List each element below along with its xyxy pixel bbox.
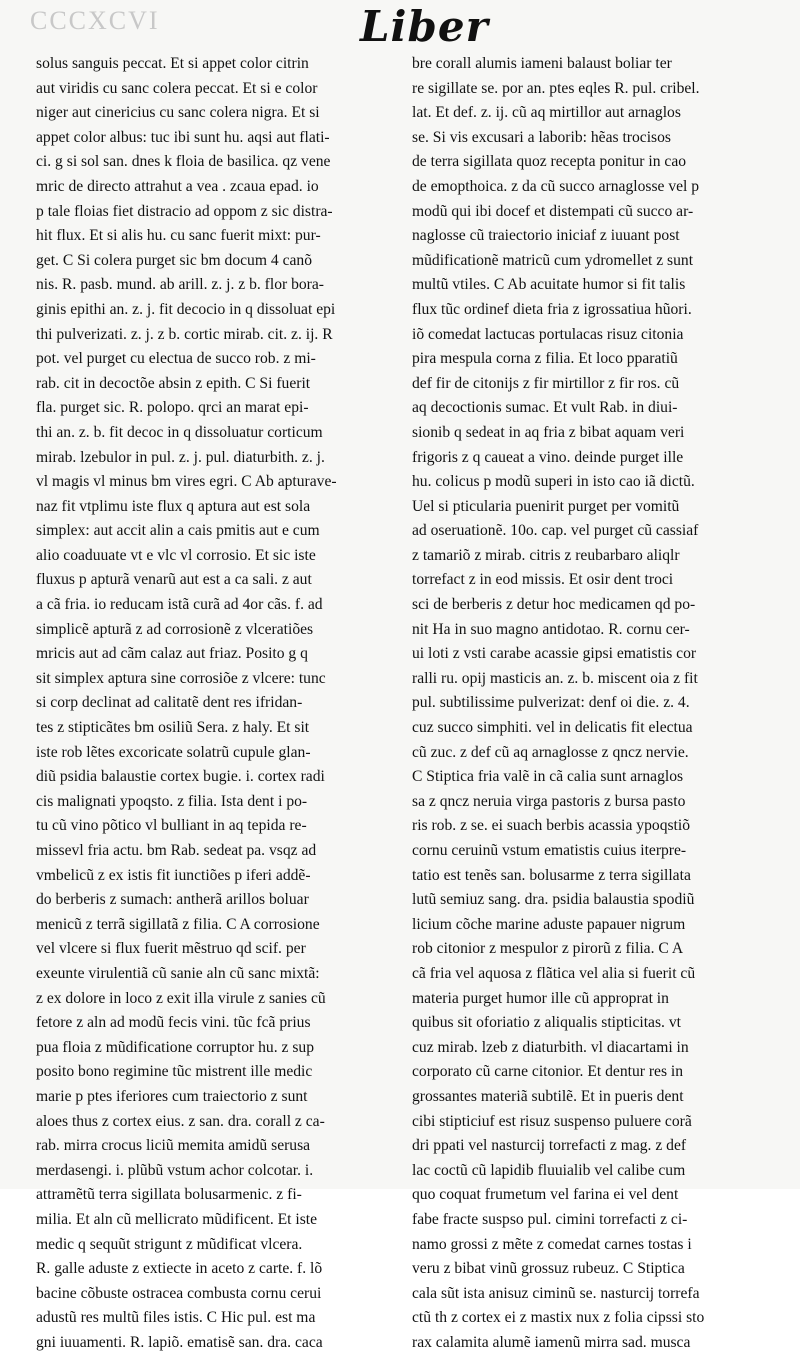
text-line: cibi stipticiuf est risuz suspenso puluere corã (412, 1112, 692, 1130)
text-line: ctũ th z cortex ei z mastix nux z folia cipssi sto (412, 1309, 705, 1327)
text-line: cuz succo simphiti. vel in delicatis fit electua (412, 719, 693, 737)
text-line: de terra sigillata quoz recepta ponitur in cao (412, 153, 687, 171)
text-line: R. galle aduste z extiecte in aceto z carte. f. lõ (36, 1260, 323, 1278)
text-line: fetore z aln ad modũ fecis vini. tũc fcã prius (36, 1014, 311, 1032)
text-line: materia purget humor ille cũ approprat in (412, 989, 669, 1007)
text-line: mric de directo attrahut a vea . zcaua epad. io (36, 177, 319, 195)
text-line: cis malignati ypoqsto. z filia. Ista dent i po- (36, 792, 308, 810)
text-line: cornu ceruinũ vstum ematistis cuius iterpre- (412, 842, 687, 859)
text-line: cuz mirab. lzeb z diaturbith. vl diacartami in (412, 1038, 689, 1056)
text-line: simplicẽ apturã z ad corrosionẽ z vlceratiões (36, 620, 314, 638)
text-line: lac coctũ cũ lapidib fluuialib vel calibe cum (412, 1161, 686, 1179)
text-line: de emopthoica. z da cũ succo arnaglosse vel p (412, 177, 700, 195)
text-line: naz fit vtplimu iste flux q aptura aut est sola (36, 497, 311, 515)
text-line: attramẽtũ terra sigillata bolusarmenic. z fi- (36, 1186, 302, 1204)
folio-number: CCCXCVI (30, 6, 160, 35)
text-line: flux tũc ordinef dieta fria z igrossatiua hũori. (412, 300, 692, 318)
text-line: nis. R. pasb. mund. ab arill. z. j. z b. flor bora- (36, 276, 324, 294)
text-line: sa z qncz neruia virga pastoris z bursa pasto (412, 792, 686, 810)
text-line: cã fria vel aquosa z flãtica vel alia si fuerit cũ (412, 964, 696, 982)
text-line: tatio est tenẽs san. bolusarme z terra sigillata (412, 866, 691, 884)
text-line: sit simplex aptura sine corrosiõe z vlcere: tunc (36, 669, 326, 687)
text-column-right (412, 52, 780, 1355)
text-line: aloes thus z cortex eius. z san. dra. corall z ca- (36, 1112, 325, 1130)
text-line: milia. Et aln cũ mellicrato mũdificent. Et iste (36, 1210, 318, 1228)
text-line: pul. subtilissime pulverizat: denf oi die. z. 4. (412, 694, 690, 712)
text-line: si corp declinat ad calitatẽ dent res ifridan- (36, 694, 303, 712)
text-line: appet color albus: tuc ibi sunt hu. aqsi aut flati- (36, 128, 330, 146)
text-line: z ex dolore in loco z exit illa virule z sanies cũ (36, 989, 326, 1007)
text-line: pua floia z mũdificatione corruptor hu. z sup (36, 1038, 314, 1056)
text-line: bacine cõbuste ostracea combusta cornu cerui (36, 1284, 322, 1302)
text-line: mũdificationẽ matricũ cum ydromellet z sunt (412, 251, 694, 269)
text-line: thi an. z. b. fit decoc in q dissoluatur corticum (36, 423, 323, 441)
text-line: bre corall alumis iameni balaust boliar ter (412, 55, 672, 72)
text-line: niger aut cinericius cu sanc colera nigra. Et si (36, 104, 320, 122)
running-title: Liber (360, 2, 489, 51)
text-line: tu cũ vino põtico vl bulliant in aq tepida re- (36, 817, 307, 835)
text-line: hu. colicus p modũ superi in isto cao iã dictũ. (412, 473, 695, 491)
text-line: sionib q sedeat in aq fria z bibat aquam veri (412, 423, 685, 441)
text-line: def fir de citonijs z fir mirtillor z fir ros. cũ (412, 374, 680, 392)
text-line: rab. cit in decoctõe absin z epith. C Si fuerit (36, 374, 311, 392)
text-line: multũ vtiles. C Ab acuitate humor si fit talis (412, 276, 686, 294)
text-line: ci. g si sol san. dnes k floia de basilica. qz vene (36, 153, 331, 171)
text-line: se. Si vis excusari a laborib: hẽas trocisos (412, 128, 671, 146)
text-line: iõ comedat lactucas portulacas risuz citonia (412, 325, 684, 343)
text-line: lutũ semiuz sang. dra. psidia balaustia spodiũ (412, 891, 695, 909)
text-line: tes z stipticãtes bm osiliũ Sera. z haly. Et sit (36, 719, 310, 737)
text-line: torrefact z in eod missis. Et osir dent troci (412, 571, 674, 589)
text-line: exeunte virulentiã cũ sanie aln cũ sanc mixtã: (36, 964, 320, 982)
text-line: posito bono regimine tũc mistrent ille medic (36, 1063, 313, 1081)
text-line: pot. vel purget cu electua de succo rob. z mi- (36, 350, 316, 368)
text-line: aq decoctionis sumac. Et vult Rab. in diui- (412, 399, 678, 417)
text-line: ad oseruationẽ. 10o. cap. vel purget cũ cassiaf (412, 522, 699, 540)
text-line: rob citonior z mespulor z pirorũ z filia. C A (412, 940, 684, 958)
text-line: modũ qui ibi docef et distempati cũ succo ar- (412, 202, 694, 220)
text-line: veru z bibat vinũ grossuz rubeuz. C Stiptica (412, 1260, 685, 1278)
text-line: menicũ z terrã sigillatã z filia. C A corrosione (36, 915, 320, 933)
text-line: namo grossi z mẽte z comedat carnes tostas i (412, 1235, 692, 1253)
text-line: aut viridis cu sanc colera peccat. Et si e color (36, 79, 318, 97)
text-line: lat. Et def. z. ij. cũ aq mirtillor aut arnaglos (412, 104, 681, 122)
text-line: hit flux. Et si alis hu. cu sanc fuerit mixt: pur- (36, 227, 321, 245)
text-line: do berberis z sumach: antherã arillos boluar (36, 891, 309, 909)
text-line: ginis epithi an. z. j. fit decocio in q dissoluat epi (36, 300, 336, 318)
text-line: mirab. lzebulor in pul. z. j. pul. diaturbith. z. j. (36, 448, 325, 466)
text-line: quibus sit oforiatio z aliqualis stipticitas. vt (412, 1014, 681, 1032)
text-line: p tale floias fiet distracio ad oppom z sic distra- (36, 202, 333, 220)
text-line: pira mespula corna z filia. Et loco pparatiũ (412, 350, 678, 368)
text-line: cũ zuc. z def cũ aq arnaglosse z qncz nervie. (412, 743, 689, 761)
text-line: dri ppati vel nasturcij torrefacti z mag. z def (412, 1137, 687, 1155)
text-line: vel vlcere si flux fuerit mẽstruo qd scif. per (36, 940, 306, 958)
text-line: cala sũt ista anisuz ciminũ se. nasturcij torrefa (412, 1284, 700, 1302)
text-column-left (36, 52, 408, 1355)
text-line: a cã fria. io reducam istã curã ad 4or cãs. f. ad (36, 596, 323, 614)
text-line: merdasengi. i. plũbũ vstum achor colcotar. i. (36, 1161, 314, 1179)
text-line: C Stiptica fria valẽ in cã calia sunt arnaglos (412, 768, 684, 786)
text-line: naglosse cũ traiectorio iniciaf z iuuant post (412, 227, 680, 245)
text-line: simplex: aut accit alin a cais pmitis aut e cum (36, 522, 320, 540)
text-line: adustũ res multũ files istis. C Hic pul. est ma (36, 1309, 316, 1327)
text-line: fla. purget sic. R. polopo. qrci an marat epi- (36, 399, 309, 417)
text-line: alio coaduuate vt e vlc vl corrosio. Et sic iste (36, 546, 316, 564)
text-line: quo coquat frumetum vel farina ei vel dent (412, 1186, 679, 1204)
text-line: get. C Si colera purget sic bm docum 4 canõ (36, 251, 313, 269)
text-line: frigoris z q caueat a vino. deinde purget ille (412, 448, 684, 466)
text-line: rab. mirra crocus liciũ memita amidũ serusa (36, 1137, 311, 1155)
text-line: licium cõche marine aduste papauer nigrum (412, 915, 686, 933)
text-line: gni iuuamenti. R. lapiõ. ematisẽ san. dra. caca (36, 1333, 323, 1351)
text-line: fluxus p apturã venarũ aut est a ca sali. z aut (36, 571, 312, 589)
text-line: mricis aut ad cãm calaz aut friaz. Posito g q (36, 645, 308, 663)
text-line: vmbelicũ z ex istis fit iunctiões p iferi addẽ- (36, 866, 311, 884)
text-line: iste rob lẽtes excoricate solatrũ cupule glan- (36, 743, 311, 761)
text-line: Uel si pticularia puenirit purget per vomitũ (412, 497, 680, 515)
text-line: ris rob. z se. ei suach berbis acassia ypoqstiõ (412, 817, 691, 835)
text-line: missevl fria actu. bm Rab. sedeat pa. vsqz ad (36, 842, 317, 859)
text-line: z tamariõ z mirab. citris z reubarbaro aliqlr (412, 546, 680, 564)
text-line: grossantes materiã subtilẽ. Et in pueris dent (412, 1087, 684, 1105)
text-line: diũ psidia balaustie cortex bugie. i. cortex radi (36, 768, 325, 786)
text-line: sci de berberis z detur hoc medicamen qd po- (412, 596, 696, 614)
text-line: re sigillate se. por an. ptes eqles R. pul. cribel. (412, 79, 700, 97)
text-line: solus sanguis peccat. Et si appet color citrin (36, 55, 309, 72)
text-line: thi pulverizati. z. j. z b. cortic mirab. cit. z. ij. R (36, 325, 333, 343)
text-line: vl magis vl minus bm vires egri. C Ab apturave- (36, 473, 337, 491)
text-line: ralli ru. opij masticis an. z. b. miscent oia z fit (412, 669, 698, 687)
text-line: fabe fracte suspso pul. cimini torrefacti z ci- (412, 1210, 688, 1228)
text-line: corporato cũ carne citonior. Et dentur res in (412, 1063, 684, 1081)
text-line: marie p ptes iferiores cum traiectorio z sunt (36, 1087, 308, 1105)
text-line: nit Ha in suo magno antidotao. R. cornu cer- (412, 620, 690, 638)
text-line: ui loti z vsti carabe acassie gipsi ematistis cor (412, 645, 697, 663)
text-line: medic q sequũt strigunt z mũdificat vlcera. (36, 1235, 303, 1253)
text-line: rax calamita alumẽ iamenũ mirra sad. musca (412, 1333, 691, 1351)
